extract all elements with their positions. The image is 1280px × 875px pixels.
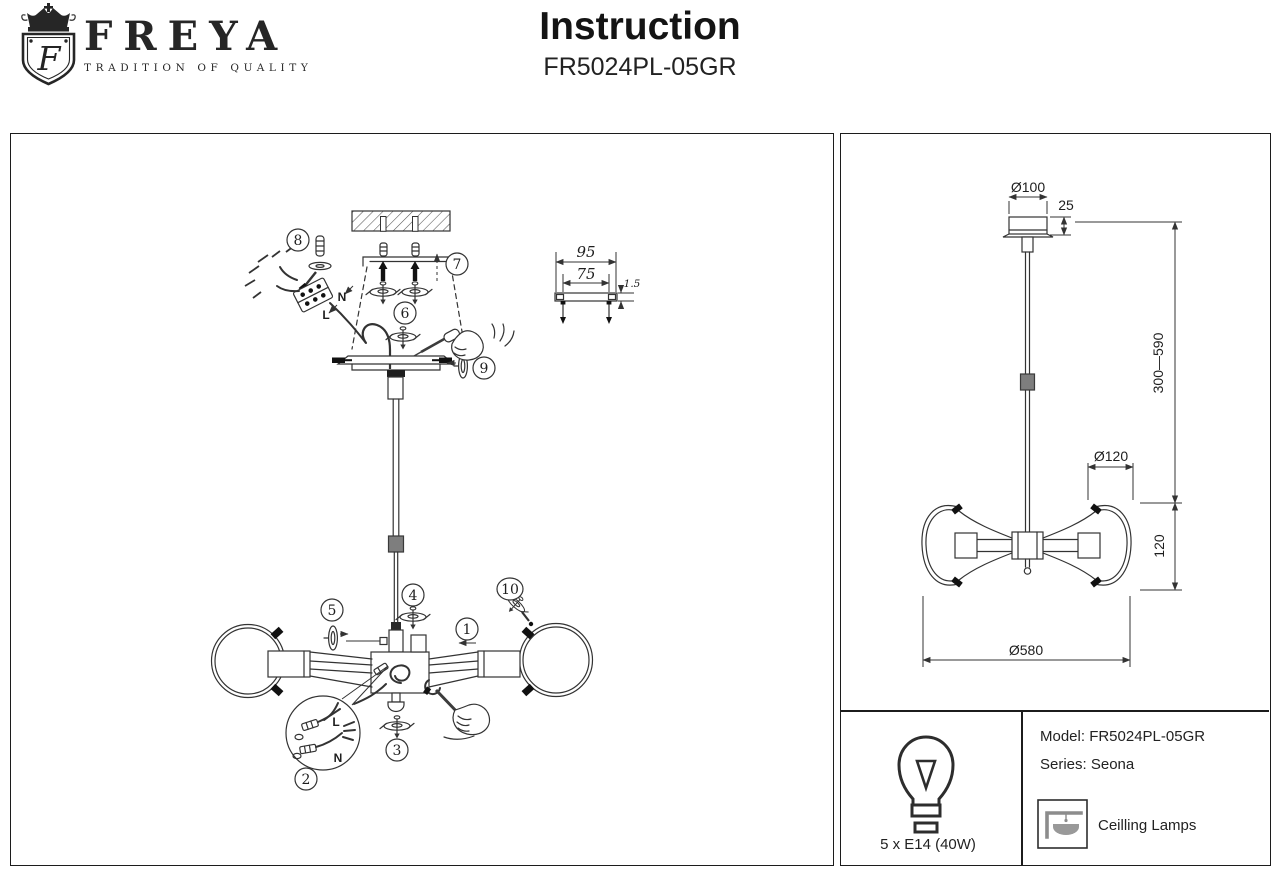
callout-4: 4 (408, 588, 418, 604)
bracket-thickness: 1.5 (623, 278, 641, 290)
dim-canopy-diameter (1009, 179, 1047, 214)
spec-category: Ceilling Lamps (1098, 817, 1197, 834)
model-code: FR5024PL-05GR (543, 52, 737, 81)
bracket-outer-width: 95 (576, 243, 596, 261)
canopy-diameter-label: Ø100 (1010, 179, 1046, 195)
bracket-hole-spacing: 75 (576, 265, 596, 283)
callout-7: 7 (452, 257, 462, 273)
body-height-label: 120 (1151, 534, 1167, 558)
callout-8: 8 (293, 233, 303, 249)
canopy-height-label: 25 (1058, 197, 1074, 213)
mounting-bracket (363, 257, 455, 266)
dim-canopy-height (1050, 197, 1074, 235)
callout-1: 1 (462, 622, 472, 638)
live-label: L (322, 308, 330, 322)
callout-5: 5 (327, 603, 337, 619)
wall-anchors (380, 243, 419, 256)
page-title: Instruction (539, 5, 741, 48)
nut-5-assembly (324, 626, 387, 650)
rotation-nut-right (398, 282, 432, 305)
shade-diameter-label: Ø120 (1093, 448, 1129, 464)
wire-nut (387, 370, 405, 377)
side-view-canopy (1003, 217, 1053, 237)
callout-3: 3 (392, 743, 402, 759)
side-view-rod (1021, 237, 1035, 532)
decorative-nut-4 (396, 607, 430, 630)
finial (388, 693, 404, 712)
arm-left (268, 651, 372, 687)
bracket-detail-drawing (555, 243, 641, 324)
detail-live-label: L (332, 715, 340, 729)
hand-screwdriver-illustration (414, 324, 514, 360)
bulb-spec-label: 5 x E14 (40W) (880, 836, 976, 853)
monogram: F (37, 39, 61, 78)
brand-name: FREYA (84, 13, 289, 60)
fixture-diameter-label: Ø580 (1008, 642, 1044, 658)
ceiling-lamp-icon (1038, 800, 1087, 848)
suspension-range-label: 300—590 (1150, 332, 1166, 394)
callout-9: 9 (479, 361, 489, 377)
callout-6: 6 (400, 306, 410, 322)
dimension-diagram (922, 179, 1182, 667)
dim-suspension-range (1075, 222, 1182, 503)
expansion-bolts (379, 261, 420, 281)
rotation-nut-left (366, 282, 400, 305)
decorative-nut-6 (386, 327, 420, 350)
spec-model: Model: FR5024PL-05GR (1040, 728, 1206, 745)
hand-wrench-illustration (423, 680, 489, 739)
callout-2: 2 (301, 772, 311, 788)
neutral-label: N (337, 290, 347, 304)
dim-body-height (1140, 503, 1182, 590)
ceiling-hatch (352, 211, 450, 231)
dim-fixture-diameter (923, 596, 1130, 667)
decorative-nut-3 (380, 716, 414, 739)
spec-series: Series: Seona (1040, 756, 1135, 773)
brand-tagline: TRADITION OF QUALITY (84, 62, 313, 74)
rod-connector (389, 536, 404, 552)
arm-right (429, 651, 520, 687)
assembly-diagram (212, 211, 641, 790)
detail-neutral-label: N (333, 751, 343, 765)
dim-shade-diameter (1088, 448, 1133, 500)
side-view-body (922, 504, 1131, 588)
canopy (332, 356, 454, 377)
suspension-rod (388, 377, 404, 652)
callout-10: 10 (501, 582, 519, 598)
bulb-icon (899, 737, 953, 832)
